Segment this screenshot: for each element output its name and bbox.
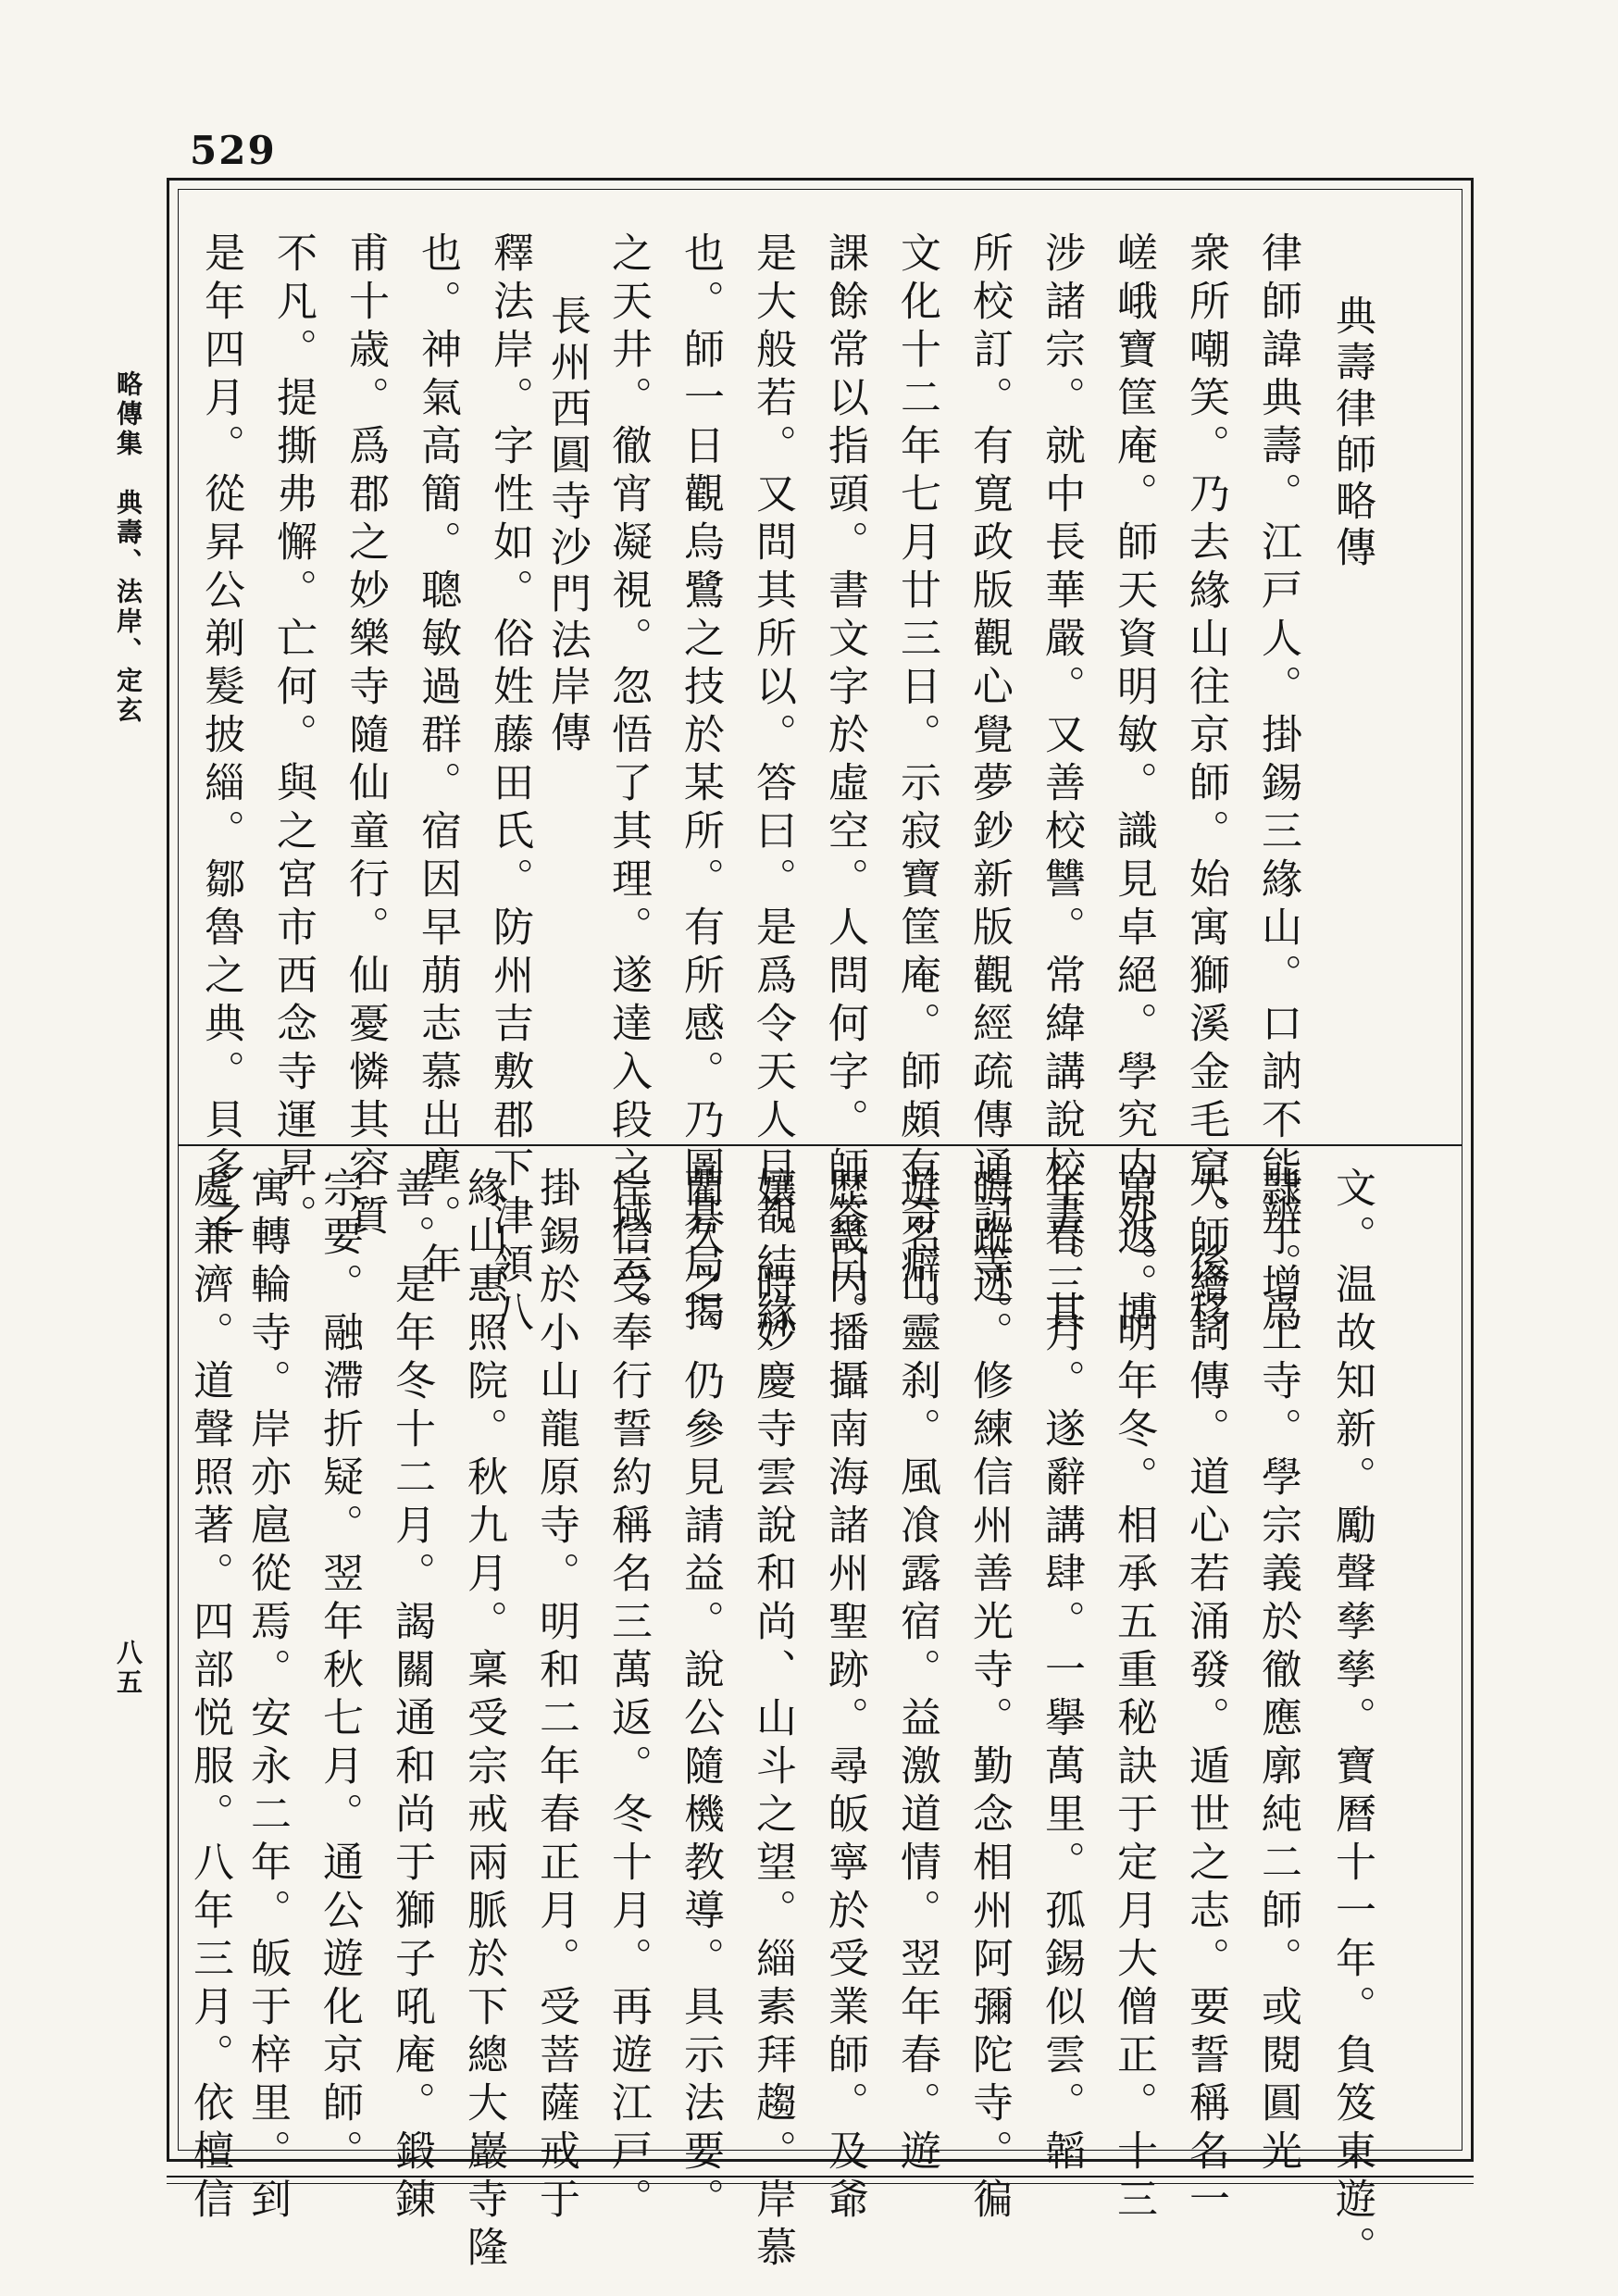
- text-column: 是大般若。又問其所以。答曰。是爲令天人目覩結緣: [749, 231, 796, 1339]
- text-column: 掛錫於小山龍原寺。明和二年春正月。受菩薩戒于: [532, 1167, 579, 2226]
- text-column: 岸信受奉行誓約稱名三萬返。冬十月。再遊江戸。: [604, 1167, 652, 2226]
- text-column: 年春三月。遂辭講肆。一擧萬里。孤錫似雲。韜: [1038, 1167, 1085, 2177]
- text-column: 衆所嘲笑。乃去緣山往京師。始寓獅溪金毛窟。後移: [1182, 231, 1229, 1339]
- text-column: 文化十二年七月廿三日。示寂寶筐庵。師頗有奇癖。: [893, 231, 940, 1339]
- text-column: 藺久之。仍參見請益。說公隨機教導。具示法要。: [677, 1167, 724, 2226]
- text-column: 之天井。徹宵凝視。忽悟了其理。遂達入段之域云。: [604, 231, 652, 1339]
- text-column: 律師諱典壽。江戸人。掛錫三緣山。口訥不能辨。爲: [1254, 231, 1301, 1339]
- text-column: 文。温故知新。勵聲孳孳。寶曆十一年。負笈東遊。: [1328, 1167, 1375, 2274]
- text-column: 晦蹤迹。修練信州善光寺。勤念相州阿彌陀寺。徧: [965, 1167, 1013, 2226]
- folio-number: 八五: [113, 1639, 143, 1698]
- text-column: 是年四月。從昇公剃髮披緇。鄒魯之典。貝多之: [197, 231, 244, 1242]
- text-column: 也。神氣高簡。聰敏過群。宿因早萠志慕出塵。年: [414, 231, 461, 1291]
- text-column: 宗要。融滯折疑。翌年秋七月。通公遊化京師。: [316, 1167, 363, 2177]
- text-column: 緣山惠照院。秋九月。稟受宗戒兩脈於下總大巖寺隆: [460, 1167, 507, 2274]
- text-column: 善。是年冬十二月。謁關通和尚于獅子吼庵。鍛錬: [388, 1167, 435, 2226]
- text-column: 處兼濟。道聲照著。四部悦服。八年三月。依檀信: [186, 1167, 233, 2226]
- text-column: 甫十歳。爲郡之妙樂寺隨仙童行。仙憂憐其容質: [342, 231, 389, 1242]
- text-column: 歷畿内播攝南海諸州聖跡。尋皈寧於受業師。及爺: [821, 1167, 868, 2226]
- text-column: 不凡。提撕弗懈。亡何。與之宮市西念寺運昇。: [269, 231, 317, 1242]
- text-column: 大師繪詞傳。道心若涌發。遁世之志。要誓稱名一: [1182, 1167, 1229, 2226]
- text-column: 課餘常以指頭。書文字於虛空。人問何字。師答曰。: [821, 231, 868, 1339]
- text-column: 萬返。明年冬。相承五重秘訣于定月大僧正。十三: [1110, 1167, 1157, 2226]
- title-hogan: 長州西圓寺沙門法岸傳: [543, 294, 591, 757]
- text-column: 嵯峨寶筐庵。師天資明敏。識見卓絕。學究内外。博: [1110, 231, 1157, 1339]
- text-column: 隷于增上寺。學宗義於徹應廓純二師。或閱圓光: [1254, 1167, 1301, 2177]
- bottom-rule-thin: [167, 2183, 1474, 2184]
- text-column: 涉諸宗。就中長華嚴。又善校讐。常緯講說校書。其: [1038, 231, 1085, 1339]
- running-title: 略傳集 典壽、法岸、定玄: [113, 370, 143, 726]
- text-column: 孃。時妙慶寺雲說和尚、山斗之望。緇素拜趨。岸慕: [749, 1167, 796, 2274]
- text-column: 所校訂。有寛政版觀心覺夢鈔新版觀經疏傳通記等。: [965, 231, 1013, 1339]
- text-column: 寓轉輪寺。岸亦扈從焉。安永二年。皈于梓里。到: [243, 1167, 291, 2226]
- text-column: 也。師一日觀烏鷺之技於某所。有所感。乃圖碁局揭: [677, 231, 724, 1339]
- page-number: 529: [190, 128, 277, 173]
- text-column: 釋法岸。字性如。俗姓藤田氏。防州吉敷郡下津領八: [486, 231, 533, 1339]
- title-tenju: 典壽律師略傳: [1328, 294, 1375, 572]
- text-column: 遊名山靈刹。風飡露宿。益激道情。翌年春。遊: [893, 1167, 940, 2177]
